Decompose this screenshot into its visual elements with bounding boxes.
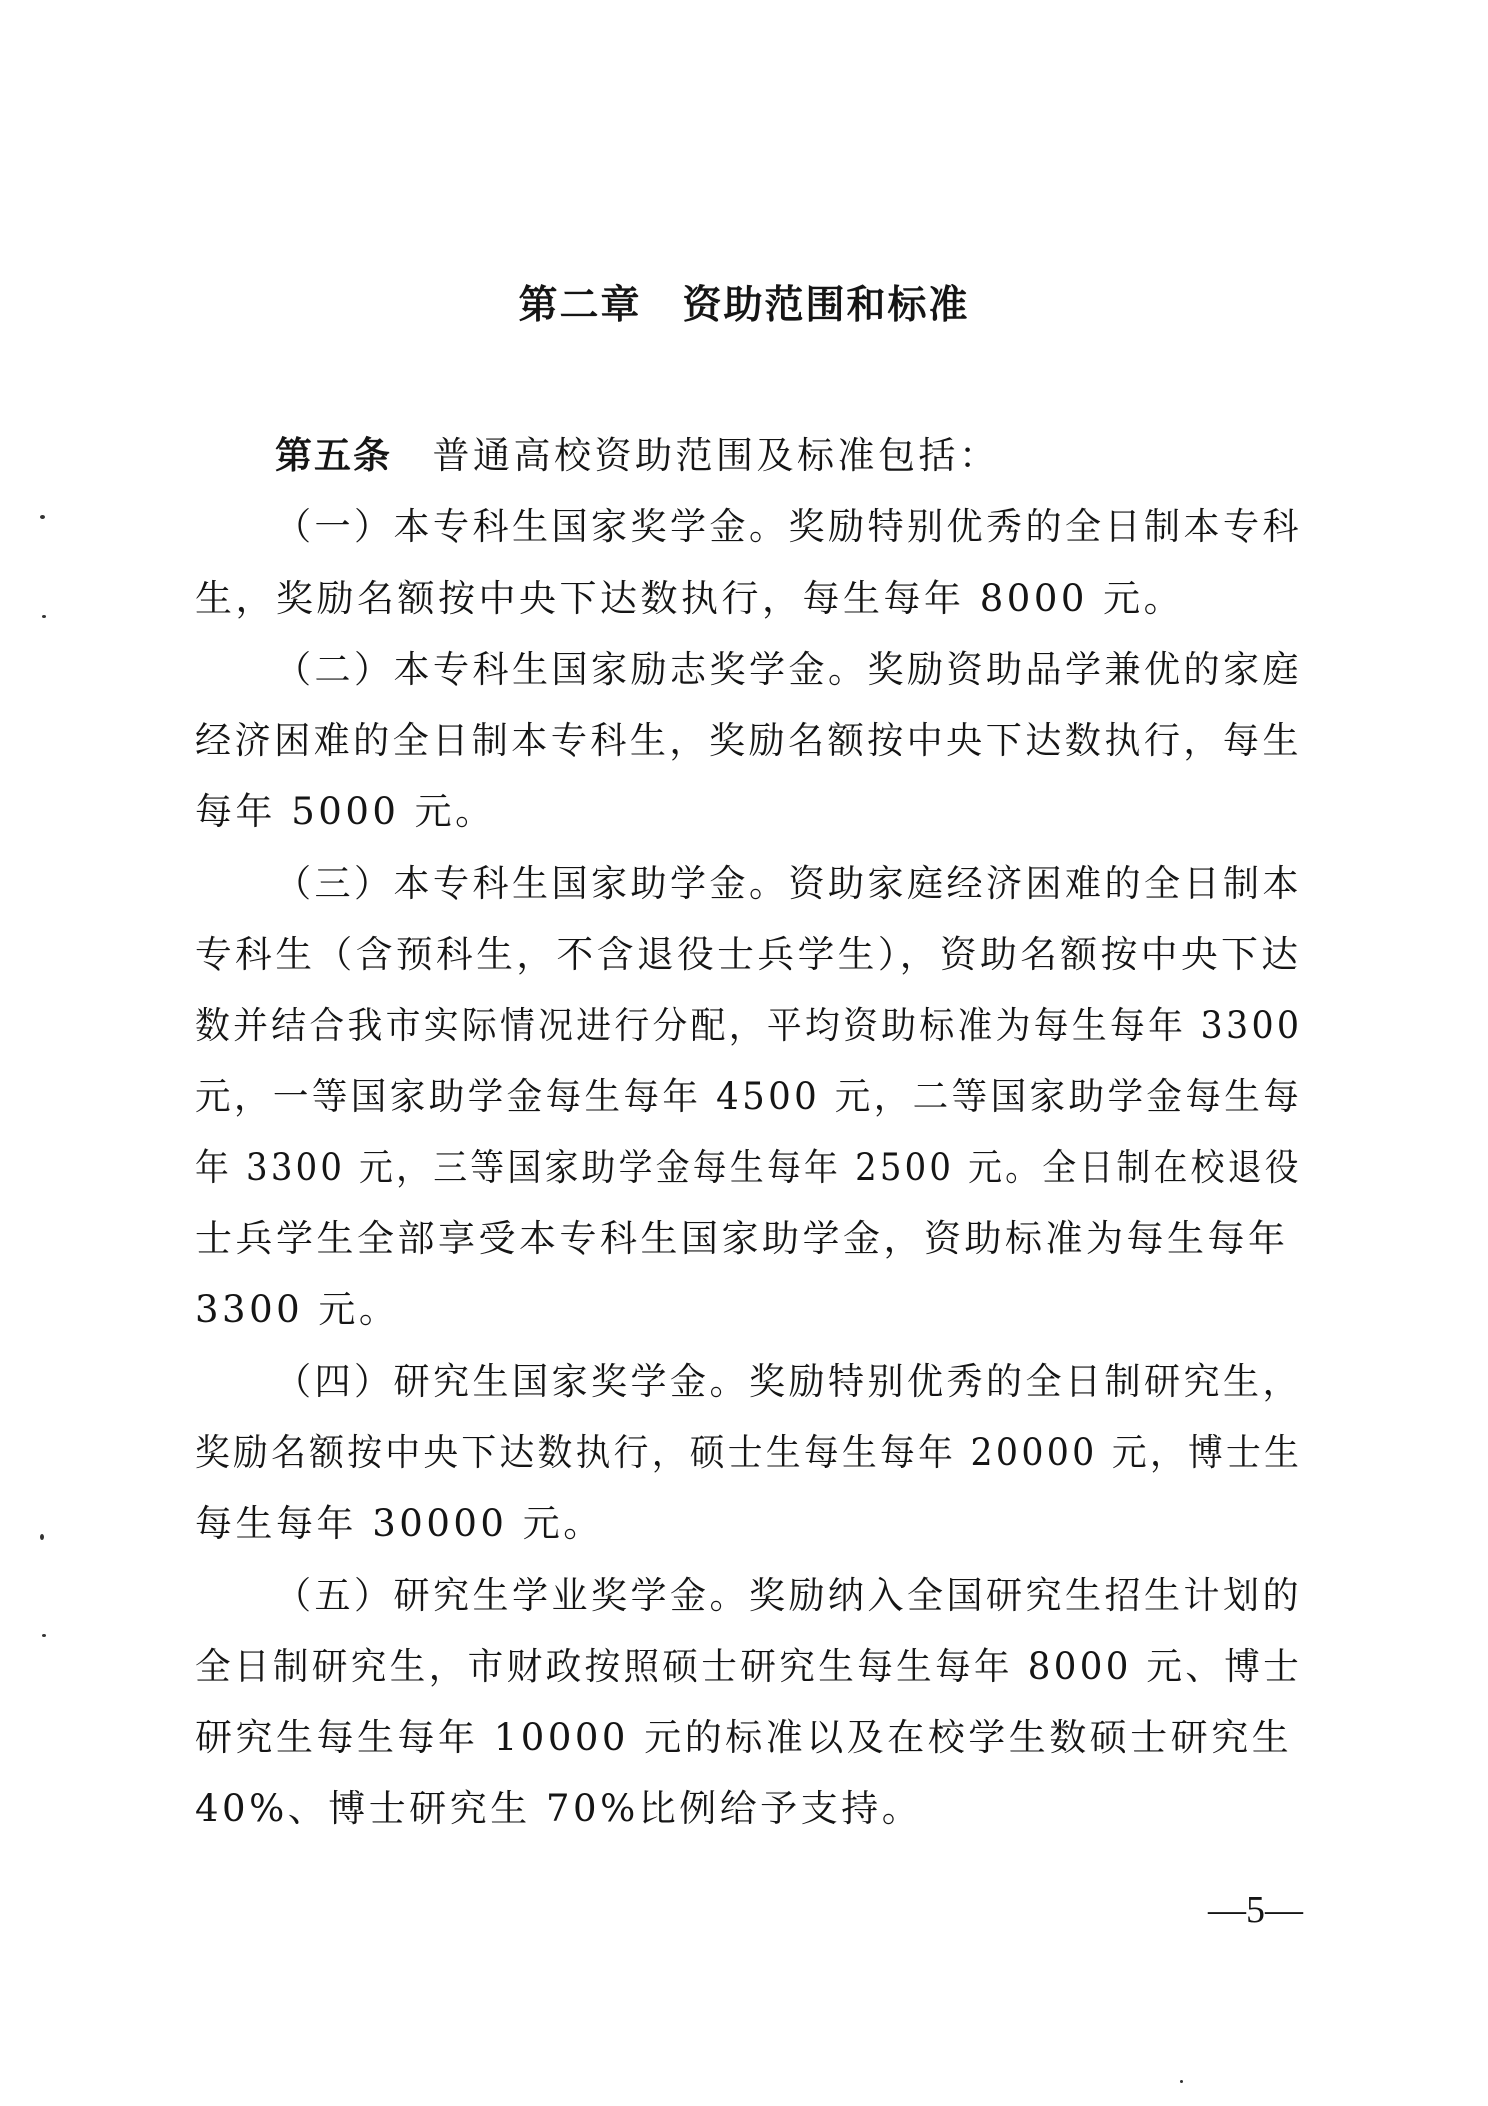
- article-number: 第五条: [275, 434, 392, 477]
- paragraph-3-line-5: 年 3300 元，三等国家助学金每生每年 2500 元。全日制在校退役: [195, 1146, 1302, 1189]
- article-heading-line: [275, 428, 1000, 484]
- paragraph-5-line-1: （五）研究生学业奖学金。奖励纳入全国研究生招生计划的: [275, 1574, 1302, 1617]
- paragraph-3-line-4: 元，一等国家助学金每生每年 4500 元，二等国家助学金每生每: [195, 1075, 1303, 1118]
- paragraph-2-line-1: （二）本专科生国家励志奖学金。奖励资助品学兼优的家庭: [275, 648, 1302, 691]
- paragraph-1-line-2: 生，奖励名额按中央下达数执行，每生每年 8000 元。: [195, 577, 1185, 620]
- paragraph-4-line-1: （四）研究生国家奖学金。奖励特别优秀的全日制研究生，: [275, 1360, 1302, 1403]
- paragraph-1-line-1: （一）本专科生国家奖学金。奖励特别优秀的全日制本专科: [275, 505, 1302, 548]
- paragraph-5-line-2: 全日制研究生，市财政按照硕士研究生每生每年 8000 元、博士: [195, 1645, 1303, 1688]
- scan-speck: [40, 1534, 44, 1540]
- article-intro: 普通高校资助范围及标准包括：: [432, 434, 1000, 477]
- paragraph-3-line-3: 数并结合我市实际情况进行分配，平均资助标准为每生每年 3300: [195, 1004, 1303, 1047]
- scan-speck: [42, 615, 46, 618]
- paragraph-3-line-6: 士兵学生全部享受本专科生国家助学金，资助标准为每生每年: [195, 1217, 1289, 1260]
- paragraph-3-line-7: 3300 元。: [195, 1288, 400, 1331]
- paragraph-5-line-3: 研究生每生每年 10000 元的标准以及在校学生数硕士研究生: [195, 1716, 1293, 1759]
- paragraph-2-line-2: 经济困难的全日制本专科生，奖励名额按中央下达数执行，每生: [195, 719, 1303, 762]
- article-spacer: [392, 434, 433, 477]
- paragraph-3-line-1: （三）本专科生国家助学金。资助家庭经济困难的全日制本: [275, 862, 1302, 905]
- scan-speck: [42, 1634, 46, 1637]
- paragraph-2-line-3: 每年 5000 元。: [195, 790, 496, 833]
- paragraph-5-line-4: 40%、博士研究生 70%比例给予支持。: [195, 1787, 923, 1830]
- scan-speck: [40, 515, 45, 519]
- paragraph-4-line-2: 奖励名额按中央下达数执行，硕士生每生每年 20000 元，博士生: [195, 1431, 1303, 1474]
- paragraph-3-line-2: 专科生（含预科生，不含退役士兵学生），资助名额按中央下达: [195, 933, 1302, 976]
- scan-speck: [1180, 2080, 1183, 2083]
- chapter-title: 第二章 资助范围和标准: [518, 283, 970, 328]
- paragraph-4-line-3: 每生每年 30000 元。: [195, 1502, 604, 1545]
- page-number: —5—: [1208, 1889, 1303, 1931]
